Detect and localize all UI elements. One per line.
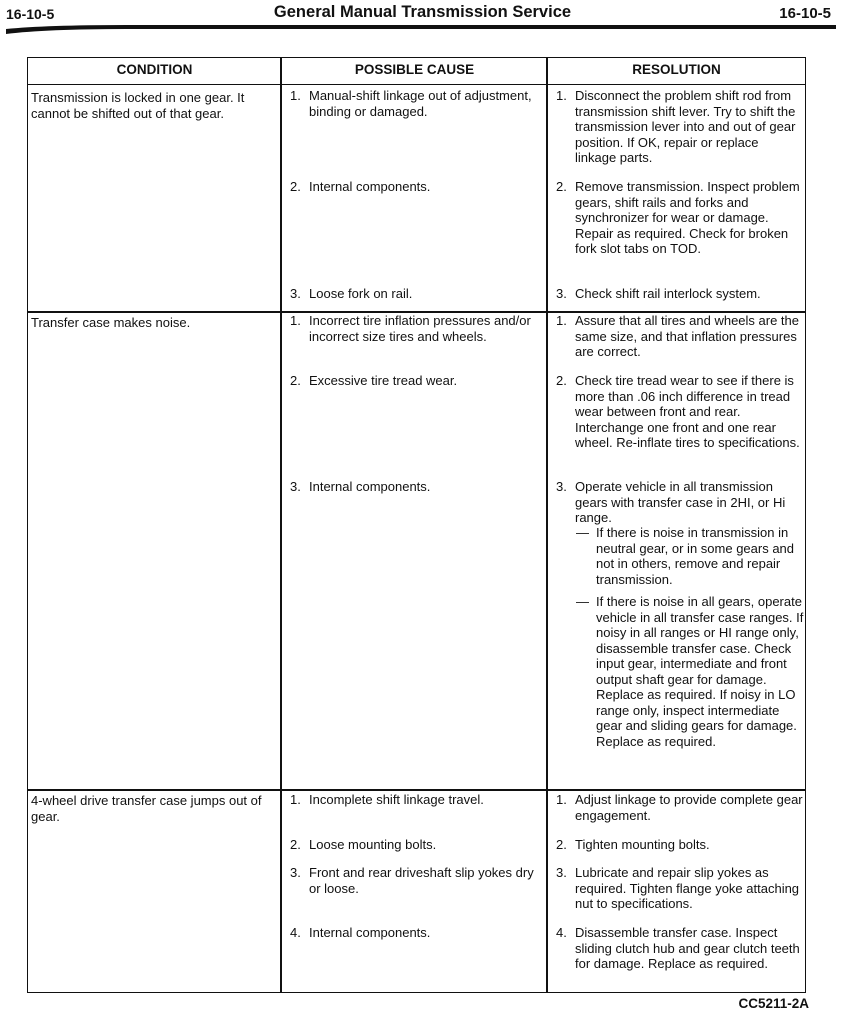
subitem-text: If there is noise in transmission in neutral gear, or in some gears and not in others, remove and repair transmission. — [596, 525, 795, 587]
resolution-text: Check shift rail interlock system. — [575, 286, 761, 301]
resolution-number: 3. — [556, 479, 567, 494]
cause-number: 3. — [290, 479, 301, 494]
cause-number: 2. — [290, 837, 301, 852]
row-divider — [28, 789, 805, 791]
condition-cell: Transmission is locked in one gear. It cannot be shifted out of that gear. — [31, 90, 245, 121]
cause-number: 3. — [290, 865, 301, 880]
cause-text: Excessive tire tread wear. — [309, 373, 458, 388]
resolution-text: Operate vehicle in all transmission gears with transfer case in 2HI, or Hi range. — [575, 479, 786, 525]
column-divider — [546, 58, 548, 992]
resolution-number: 2. — [556, 373, 567, 388]
resolution-text: Lubricate and repair slip yokes as required. Tighten flange yoke attaching nut to specifications. — [575, 865, 800, 911]
dash-marker: — — [576, 525, 589, 540]
cause-number: 2. — [290, 179, 301, 194]
cause-number: 1. — [290, 313, 301, 328]
page-number-left: 16-10-5 — [6, 6, 55, 22]
resolution-text: Disassemble transfer case. Inspect sliding clutch hub and gear clutch teeth for damage. Replace as required. — [575, 925, 800, 971]
resolution-text: Check tire tread wear to see if there is more than .06 inch difference in tread wear between front and rear. Interchange one front and one rear wheel. Re-inflate tires to specifications. — [575, 373, 800, 450]
resolution-number: 2. — [556, 179, 567, 194]
cause-number: 2. — [290, 373, 301, 388]
cause-text: Manual-shift linkage out of adjustment, binding or damaged. — [309, 88, 532, 119]
resolution-number: 3. — [556, 865, 567, 880]
cause-number: 3. — [290, 286, 301, 301]
resolution-text: Assure that all tires and wheels are the same size, and that inflation pressures are correct. — [575, 313, 800, 359]
resolution-number: 1. — [556, 313, 567, 328]
cause-text: Internal components. — [309, 179, 431, 194]
resolution-number: 3. — [556, 286, 567, 301]
condition-cell: 4-wheel drive transfer case jumps out of gear. — [31, 793, 262, 824]
column-header-resolution: RESOLUTION — [632, 62, 721, 77]
page-number-right: 16-10-5 — [779, 5, 831, 22]
column-header-possible-cause: POSSIBLE CAUSE — [354, 62, 475, 77]
column-header-condition: CONDITION — [116, 62, 193, 77]
cause-text: Front and rear driveshaft slip yokes dry or loose. — [309, 865, 534, 896]
resolution-number: 1. — [556, 792, 567, 807]
troubleshooting-table — [27, 57, 806, 993]
cause-text: Incomplete shift linkage travel. — [309, 792, 484, 807]
resolution-text: Adjust linkage to provide complete gear engagement. — [575, 792, 803, 823]
resolution-number: 1. — [556, 88, 567, 103]
cause-text: Loose mounting bolts. — [309, 837, 437, 852]
resolution-text: Remove transmission. Inspect problem gears, shift rails and forks and synchronizer for wear or damage. Repair as required. Check for broken fork slot tabs on TOD. — [575, 179, 800, 256]
page-title: General Manual Transmission Service — [273, 3, 572, 21]
cause-text: Internal components. — [309, 925, 431, 940]
condition-cell: Transfer case makes noise. — [31, 315, 191, 330]
cause-text: Incorrect tire inflation pressures and/or incorrect size tires and wheels. — [309, 313, 531, 344]
dash-marker: — — [576, 594, 589, 609]
cause-number: 1. — [290, 88, 301, 103]
resolution-text: Disconnect the problem shift rod from transmission shift lever. Try to shift the transmission lever into and out of gear position. If OK, repair or replace linkage parts. — [575, 88, 796, 165]
cause-number: 4. — [290, 925, 301, 940]
header-rule — [6, 24, 836, 34]
cause-text: Loose fork on rail. — [309, 286, 413, 301]
column-divider — [280, 58, 282, 992]
resolution-number: 2. — [556, 837, 567, 852]
resolution-number: 4. — [556, 925, 567, 940]
table-header-row — [28, 58, 805, 85]
cause-text: Internal components. — [309, 479, 431, 494]
figure-reference: CC5211-2A — [738, 996, 809, 1011]
subitem-text: If there is noise in all gears, operate vehicle in all transfer case ranges. If noisy in all ranges or HI range only, disassemble transfer case. Check input gear, intermediate and front output shaft gear for damage. Replace as required. If noisy in LO range only, inspect intermediate gear and sliding gears for damage. Replace as required. — [596, 594, 804, 749]
cause-number: 1. — [290, 792, 301, 807]
resolution-text: Tighten mounting bolts. — [575, 837, 710, 852]
